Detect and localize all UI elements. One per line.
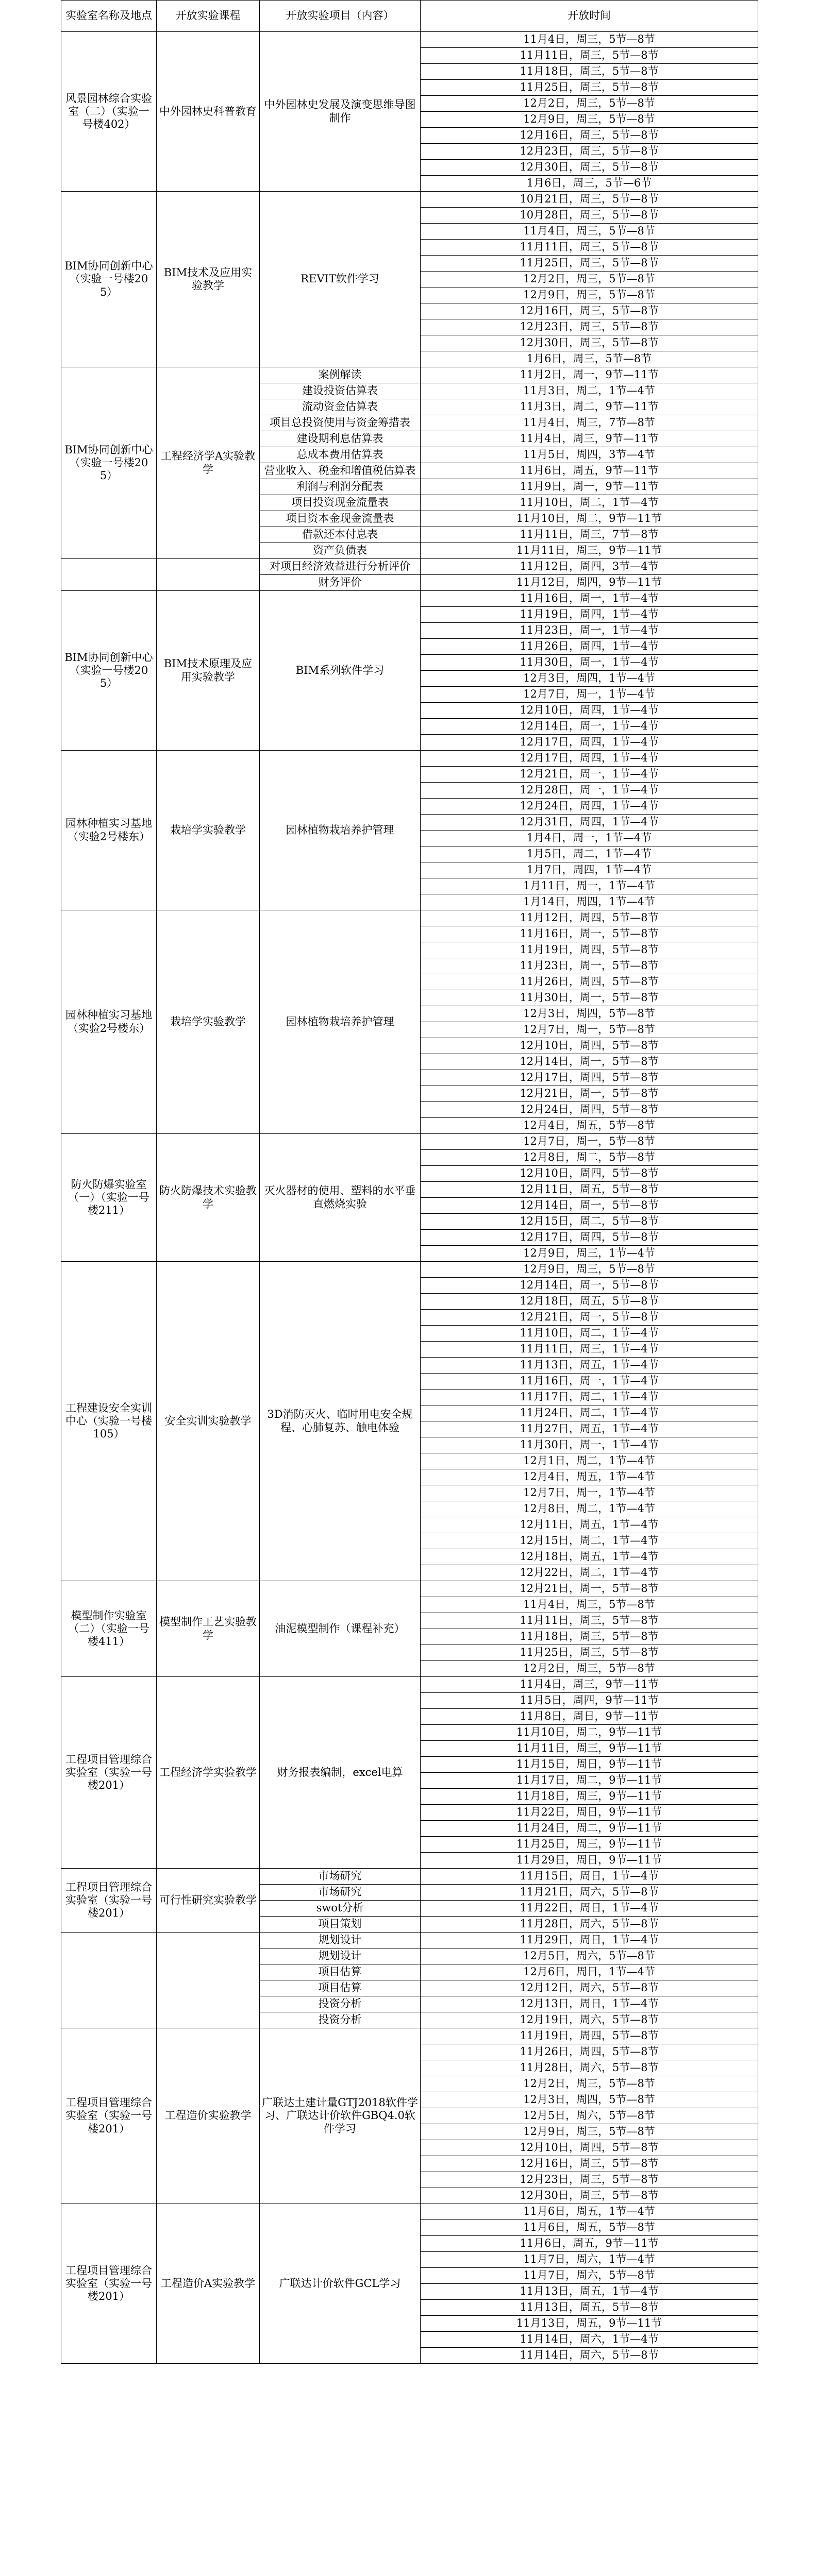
project-cell: swot分析 <box>260 1901 421 1917</box>
table-row <box>61 2204 758 2220</box>
time-cell: 12月15日，周二，1节—4节 <box>421 1533 758 1549</box>
table-row <box>61 751 758 767</box>
time-cell: 12月22日，周二，1节—4节 <box>421 1565 758 1581</box>
time-cell: 11月11日，周三，1节—4节 <box>421 1342 758 1358</box>
project-cell: 中外园林史发展及演变思维导图制作 <box>260 32 421 192</box>
time-cell: 11月11日，周三，5节—8节 <box>421 48 758 64</box>
course-cell: BIM技术原理及应用实验教学 <box>157 591 260 751</box>
course-cell: 可行性研究实验教学 <box>157 1869 260 1933</box>
project-cell: 园林植物栽培养护管理 <box>260 751 421 910</box>
time-cell: 12月12日，周六，5节—8节 <box>421 1980 758 1996</box>
room-cell: 园林种植实习基地（实验2号楼东） <box>61 910 157 1134</box>
course-cell: 工程经济学A实验教学 <box>157 367 260 559</box>
project-cell: 项目总投资使用与资金筹措表 <box>260 415 421 431</box>
room-cell: BIM协同创新中心（实验一号楼205） <box>61 192 157 367</box>
time-cell: 12月14日，周一，5节—8节 <box>421 1278 758 1294</box>
room-cell: 模型制作实验室（二）（实验一号楼411） <box>61 1581 157 1677</box>
time-cell: 12月30日，周三，5节—8节 <box>421 335 758 351</box>
time-cell: 1月11日，周一，1节—4节 <box>421 878 758 894</box>
project-cell: 项目估算 <box>260 1980 421 1996</box>
time-cell: 11月26日，周四，5节—8节 <box>421 974 758 990</box>
time-cell: 10月28日，周三，5节—8节 <box>421 208 758 224</box>
time-cell: 11月7日，周六，5节—8节 <box>421 2268 758 2284</box>
room-cell: 园林种植实习基地（实验2号楼东） <box>61 751 157 910</box>
time-cell: 12月2日，周三，5节—8节 <box>421 2076 758 2092</box>
time-cell: 11月19日，周四，5节—8节 <box>421 2028 758 2044</box>
time-cell: 11月28日，周六，5节—8节 <box>421 2060 758 2076</box>
time-cell: 12月7日，周一，5节—8节 <box>421 1134 758 1150</box>
time-cell: 11月11日，周三，7节—8节 <box>421 527 758 543</box>
room-cell: BIM协同创新中心（实验一号楼205） <box>61 367 157 559</box>
time-cell: 12月24日，周四，1节—4节 <box>421 799 758 815</box>
time-cell: 11月12日，周四，5节—8节 <box>421 910 758 926</box>
time-cell: 11月7日，周六，1节—4节 <box>421 2252 758 2268</box>
course-cell: 中外园林史科普教育 <box>157 32 260 192</box>
time-cell: 11月16日，周一，5节—8节 <box>421 926 758 942</box>
time-cell: 12月6日，周日，1节—4节 <box>421 1964 758 1980</box>
project-cell: 灭火器材的使用、塑料的水平垂直燃烧实验 <box>260 1134 421 1262</box>
time-cell: 11月11日，周三，5节—8节 <box>421 240 758 256</box>
time-cell: 11月26日，周四，5节—8节 <box>421 2044 758 2060</box>
header-room: 实验室名称及地点 <box>61 1 157 32</box>
time-cell: 12月8日，周二，5节—8节 <box>421 1150 758 1166</box>
time-cell: 12月1日，周二，1节—4节 <box>421 1453 758 1469</box>
time-cell: 12月2日，周三，5节—8节 <box>421 272 758 287</box>
table-row <box>61 367 758 383</box>
table-row <box>61 192 758 208</box>
time-cell: 11月19日，周四，5节—8节 <box>421 942 758 958</box>
time-cell: 11月11日，周三，9节—11节 <box>421 543 758 559</box>
time-cell: 11月24日，周二，1节—4节 <box>421 1405 758 1421</box>
time-cell: 11月22日，周日，9节—11节 <box>421 1805 758 1821</box>
time-cell: 11月13日，周五，1节—4节 <box>421 2284 758 2300</box>
time-cell: 12月24日，周四，5节—8节 <box>421 1102 758 1118</box>
time-cell: 11月25日，周三，5节—8节 <box>421 1645 758 1661</box>
time-cell: 12月8日，周二，1节—4节 <box>421 1501 758 1517</box>
time-cell: 11月12日，周四，9节—11节 <box>421 575 758 591</box>
time-cell: 12月15日，周二，5节—8节 <box>421 1214 758 1230</box>
project-cell: 项目投资现金流量表 <box>260 495 421 511</box>
course-cell: 栽培学实验教学 <box>157 910 260 1134</box>
time-cell: 11月10日，周二，1节—4节 <box>421 1326 758 1342</box>
room-cell: BIM协同创新中心（实验一号楼205） <box>61 591 157 751</box>
time-cell: 11月4日，周三，9节—11节 <box>421 431 758 447</box>
time-cell: 12月3日，周四，5节—8节 <box>421 2092 758 2108</box>
time-cell: 12月23日，周三，5节—8节 <box>421 144 758 160</box>
time-cell: 12月9日，周三，5节—8节 <box>421 112 758 128</box>
time-cell: 12月10日，周四，5节—8节 <box>421 1166 758 1182</box>
time-cell: 11月22日，周日，1节—4节 <box>421 1901 758 1917</box>
time-cell: 11月13日，周五，5节—8节 <box>421 2300 758 2316</box>
time-cell: 11月17日，周二，1节—4节 <box>421 1389 758 1405</box>
time-cell: 12月17日，周四，5节—8节 <box>421 1070 758 1086</box>
time-cell: 12月9日，周三，5节—8节 <box>421 2124 758 2140</box>
time-cell: 1月7日，周四，1节—4节 <box>421 862 758 878</box>
header-row <box>61 1 758 32</box>
project-cell: 财务报表编制，excel电算 <box>260 1677 421 1869</box>
header-project: 开放实验项目（内容） <box>260 1 421 32</box>
time-cell: 12月14日，周一，5节—8节 <box>421 1054 758 1070</box>
time-cell: 11月19日，周四，1节—4节 <box>421 607 758 623</box>
schedule-table <box>61 0 758 2364</box>
time-cell: 1月5日，周二，1节—4节 <box>421 846 758 862</box>
time-cell: 11月4日，周三，5节—8节 <box>421 1597 758 1613</box>
time-cell: 11月27日，周五，1节—4节 <box>421 1421 758 1437</box>
time-cell: 12月21日，周一，5节—8节 <box>421 1310 758 1326</box>
time-cell: 12月18日，周五，1节—4节 <box>421 1549 758 1565</box>
header-time: 开放时间 <box>421 1 758 32</box>
room-cell: 工程项目管理综合实验室（实验一号楼201） <box>61 1869 157 1933</box>
time-cell: 11月30日，周一，1节—4节 <box>421 1437 758 1453</box>
project-cell: 对项目经济效益进行分析评价 <box>260 559 421 575</box>
time-cell: 11月16日，周一，1节—4节 <box>421 591 758 607</box>
project-cell: 规划设计 <box>260 1948 421 1964</box>
time-cell: 11月4日，周三，9节—11节 <box>421 1677 758 1693</box>
time-cell: 11月18日，周三，5节—8节 <box>421 1629 758 1645</box>
time-cell: 11月4日，周三，7节—8节 <box>421 415 758 431</box>
project-cell: 项目估算 <box>260 1964 421 1980</box>
time-cell: 12月2日，周三，5节—8节 <box>421 1661 758 1677</box>
time-cell: 11月25日，周三，9节—11节 <box>421 1837 758 1853</box>
time-cell: 11月23日，周一，5节—8节 <box>421 958 758 974</box>
time-cell: 1月14日，周四，1节—4节 <box>421 894 758 910</box>
project-cell: 利润与利润分配表 <box>260 479 421 495</box>
project-cell: 广联达计价软件GCL学习 <box>260 2204 421 2364</box>
time-cell: 11月13日，周五，9节—11节 <box>421 2316 758 2332</box>
project-cell: 规划设计 <box>260 1933 421 1948</box>
time-cell: 12月19日，周六，5节—8节 <box>421 2012 758 2028</box>
time-cell: 11月6日，周五，9节—11节 <box>421 2236 758 2252</box>
project-cell: 流动资金估算表 <box>260 399 421 415</box>
room-cell <box>61 1933 157 2028</box>
table-row <box>61 1581 758 1597</box>
time-cell: 12月18日，周五，5节—8节 <box>421 1294 758 1310</box>
time-cell: 11月3日，周二，1节—4节 <box>421 383 758 399</box>
table-row <box>61 1933 758 1948</box>
time-cell: 11月10日，周二，9节—11节 <box>421 1725 758 1741</box>
project-cell: 3D消防灭火、临时用电安全规程、心肺复苏、触电体验 <box>260 1262 421 1581</box>
room-cell: 风景园林综合实验室（二）（实验一号楼402） <box>61 32 157 192</box>
time-cell: 12月9日，周三，5节—8节 <box>421 287 758 303</box>
project-cell: 资产负债表 <box>260 543 421 559</box>
time-cell: 12月5日，周六，5节—8节 <box>421 2108 758 2124</box>
time-cell: 12月11日，周五，5节—8节 <box>421 1182 758 1198</box>
time-cell: 12月17日，周四，5节—8节 <box>421 1230 758 1246</box>
time-cell: 11月17日，周二，9节—11节 <box>421 1773 758 1789</box>
time-cell: 1月4日，周一，1节—4节 <box>421 831 758 846</box>
course-cell: 工程造价实验教学 <box>157 2028 260 2204</box>
project-cell: REVIT软件学习 <box>260 192 421 367</box>
time-cell: 11月14日，周六，5节—8节 <box>421 2348 758 2364</box>
time-cell: 11月9日，周一，9节—11节 <box>421 479 758 495</box>
time-cell: 11月15日，周日，1节—4节 <box>421 1869 758 1885</box>
time-cell: 11月6日，周五，1节—4节 <box>421 2204 758 2220</box>
room-cell <box>61 559 157 591</box>
time-cell: 12月21日，周一，5节—8节 <box>421 1581 758 1597</box>
time-cell: 12月16日，周三，5节—8节 <box>421 2156 758 2172</box>
time-cell: 1月6日，周三，5节—6节 <box>421 176 758 192</box>
room-cell: 工程项目管理综合实验室（实验一号楼201） <box>61 2028 157 2204</box>
project-cell: 市场研究 <box>260 1869 421 1885</box>
time-cell: 11月23日，周一，1节—4节 <box>421 623 758 639</box>
time-cell: 10月21日，周三，5节—8节 <box>421 192 758 208</box>
course-cell: 模型制作工艺实验教学 <box>157 1581 260 1677</box>
project-cell: 投资分析 <box>260 1996 421 2012</box>
time-cell: 11月25日，周三，5节—8节 <box>421 256 758 272</box>
time-cell: 12月9日，周三，1节—4节 <box>421 1246 758 1262</box>
time-cell: 11月14日，周六，1节—4节 <box>421 2332 758 2348</box>
course-cell: 安全实训实验教学 <box>157 1262 260 1581</box>
time-cell: 11月12日，周四，3节—4节 <box>421 559 758 575</box>
schedule-body <box>61 32 758 2364</box>
time-cell: 11月5日，周四，3节—4节 <box>421 447 758 463</box>
time-cell: 11月16日，周一，1节—4节 <box>421 1374 758 1389</box>
table-row <box>61 591 758 607</box>
time-cell: 12月7日，周一，1节—4节 <box>421 1485 758 1501</box>
time-cell: 12月13日，周日，1节—4节 <box>421 1996 758 2012</box>
time-cell: 11月3日，周二，9节—11节 <box>421 399 758 415</box>
course-cell: 工程造价A实验教学 <box>157 2204 260 2364</box>
time-cell: 11月30日，周一，5节—8节 <box>421 990 758 1006</box>
time-cell: 12月4日，周五，1节—4节 <box>421 1469 758 1485</box>
table-row <box>61 910 758 926</box>
project-cell: 财务评价 <box>260 575 421 591</box>
time-cell: 11月2日，周一，9节—11节 <box>421 367 758 383</box>
time-cell: 11月11日，周三，5节—8节 <box>421 1613 758 1629</box>
table-row <box>61 1677 758 1693</box>
project-cell: 广联达土建计量GTJ2018软件学习、广联达计价软件GBQ4.0软件学习 <box>260 2028 421 2204</box>
time-cell: 11月18日，周三，5节—8节 <box>421 64 758 80</box>
time-cell: 11月28日，周六，5节—8节 <box>421 1917 758 1933</box>
time-cell: 12月3日，周四，5节—8节 <box>421 1006 758 1022</box>
time-cell: 12月7日，周一，1节—4节 <box>421 687 758 703</box>
time-cell: 11月11日，周三，9节—11节 <box>421 1741 758 1757</box>
time-cell: 12月23日，周三，5节—8节 <box>421 2172 758 2188</box>
time-cell: 12月21日，周一，5节—8节 <box>421 1086 758 1102</box>
time-cell: 12月10日，周四，1节—4节 <box>421 703 758 719</box>
project-cell: 园林植物栽培养护管理 <box>260 910 421 1134</box>
project-cell: 案例解读 <box>260 367 421 383</box>
time-cell: 11月15日，周日，9节—11节 <box>421 1757 758 1773</box>
table-row <box>61 2028 758 2044</box>
time-cell: 12月10日，周四，5节—8节 <box>421 1038 758 1054</box>
time-cell: 12月21日，周一，1节—4节 <box>421 767 758 783</box>
time-cell: 12月11日，周五，1节—4节 <box>421 1517 758 1533</box>
time-cell: 11月29日，周日，1节—4节 <box>421 1933 758 1948</box>
time-cell: 11月10日，周二，1节—4节 <box>421 495 758 511</box>
time-cell: 11月29日，周日，9节—11节 <box>421 1853 758 1869</box>
time-cell: 11月4日，周三，5节—8节 <box>421 224 758 240</box>
time-cell: 11月10日，周二，9节—11节 <box>421 511 758 527</box>
room-cell: 工程项目管理综合实验室（实验一号楼201） <box>61 1677 157 1869</box>
time-cell: 11月8日，周日，9节—11节 <box>421 1709 758 1725</box>
time-cell: 12月17日，周四，1节—4节 <box>421 751 758 767</box>
room-cell: 防火防爆实验室（一）（实验一号楼211） <box>61 1134 157 1262</box>
project-cell: 营业收入、税金和增值税估算表 <box>260 463 421 479</box>
time-cell: 11月13日，周五，1节—4节 <box>421 1358 758 1374</box>
time-cell: 11月4日，周三，5节—8节 <box>421 32 758 48</box>
project-cell: 油泥模型制作（课程补充） <box>260 1581 421 1677</box>
table-row <box>61 1262 758 1278</box>
time-cell: 12月28日，周一，1节—4节 <box>421 783 758 799</box>
project-cell: 建设投资估算表 <box>260 383 421 399</box>
time-cell: 12月16日，周三，5节—8节 <box>421 128 758 144</box>
time-cell: 12月31日，周四，1节—4节 <box>421 815 758 831</box>
room-cell: 工程建设安全实训中心（实验一号楼105） <box>61 1262 157 1581</box>
time-cell: 12月30日，周三，5节—8节 <box>421 2188 758 2204</box>
course-cell: 防火防爆技术实验教学 <box>157 1134 260 1262</box>
project-cell: 借款还本付息表 <box>260 527 421 543</box>
time-cell: 11月21日，周六，5节—8节 <box>421 1885 758 1901</box>
time-cell: 12月3日，周四，1节—4节 <box>421 671 758 687</box>
time-cell: 11月6日，周五，9节—11节 <box>421 463 758 479</box>
time-cell: 11月30日，周一，1节—4节 <box>421 655 758 671</box>
time-cell: 12月14日，周一，1节—4节 <box>421 719 758 735</box>
project-cell: 建设期利息估算表 <box>260 431 421 447</box>
time-cell: 12月16日，周三，5节—8节 <box>421 303 758 319</box>
table-row <box>61 32 758 48</box>
time-cell: 1月6日，周三，5节—8节 <box>421 351 758 367</box>
project-cell: 总成本费用估算表 <box>260 447 421 463</box>
time-cell: 12月17日，周四，1节—4节 <box>421 735 758 751</box>
project-cell: 市场研究 <box>260 1885 421 1901</box>
time-cell: 11月24日，周二，9节—11节 <box>421 1821 758 1837</box>
project-cell: 投资分析 <box>260 2012 421 2028</box>
time-cell: 12月23日，周三，5节—8节 <box>421 319 758 335</box>
room-cell: 工程项目管理综合实验室（实验一号楼201） <box>61 2204 157 2364</box>
time-cell: 12月14日，周一，5节—8节 <box>421 1198 758 1214</box>
time-cell: 12月5日，周六，5节—8节 <box>421 1948 758 1964</box>
course-cell: 栽培学实验教学 <box>157 751 260 910</box>
time-cell: 11月5日，周四，9节—11节 <box>421 1693 758 1709</box>
project-cell: 项目策划 <box>260 1917 421 1933</box>
table-row <box>61 559 758 575</box>
header-course: 开放实验课程 <box>157 1 260 32</box>
time-cell: 12月10日，周四，5节—8节 <box>421 2140 758 2156</box>
course-cell: BIM技术及应用实验教学 <box>157 192 260 367</box>
time-cell: 12月2日，周三，5节—8节 <box>421 96 758 112</box>
course-cell <box>157 559 260 591</box>
time-cell: 12月4日，周五，5节—8节 <box>421 1118 758 1134</box>
project-cell: 项目资本金现金流量表 <box>260 511 421 527</box>
time-cell: 12月7日，周一，5节—8节 <box>421 1022 758 1038</box>
table-row <box>61 1134 758 1150</box>
project-cell: BIM系列软件学习 <box>260 591 421 751</box>
time-cell: 12月9日，周三，5节—8节 <box>421 1262 758 1278</box>
time-cell: 12月30日，周三，5节—8节 <box>421 160 758 176</box>
time-cell: 11月6日，周五，5节—8节 <box>421 2220 758 2236</box>
time-cell: 11月18日，周三，9节—11节 <box>421 1789 758 1805</box>
table-row <box>61 1869 758 1885</box>
time-cell: 11月26日，周四，1节—4节 <box>421 639 758 655</box>
course-cell <box>157 1933 260 2028</box>
course-cell: 工程经济学实验教学 <box>157 1677 260 1869</box>
time-cell: 11月25日，周三，5节—8节 <box>421 80 758 96</box>
